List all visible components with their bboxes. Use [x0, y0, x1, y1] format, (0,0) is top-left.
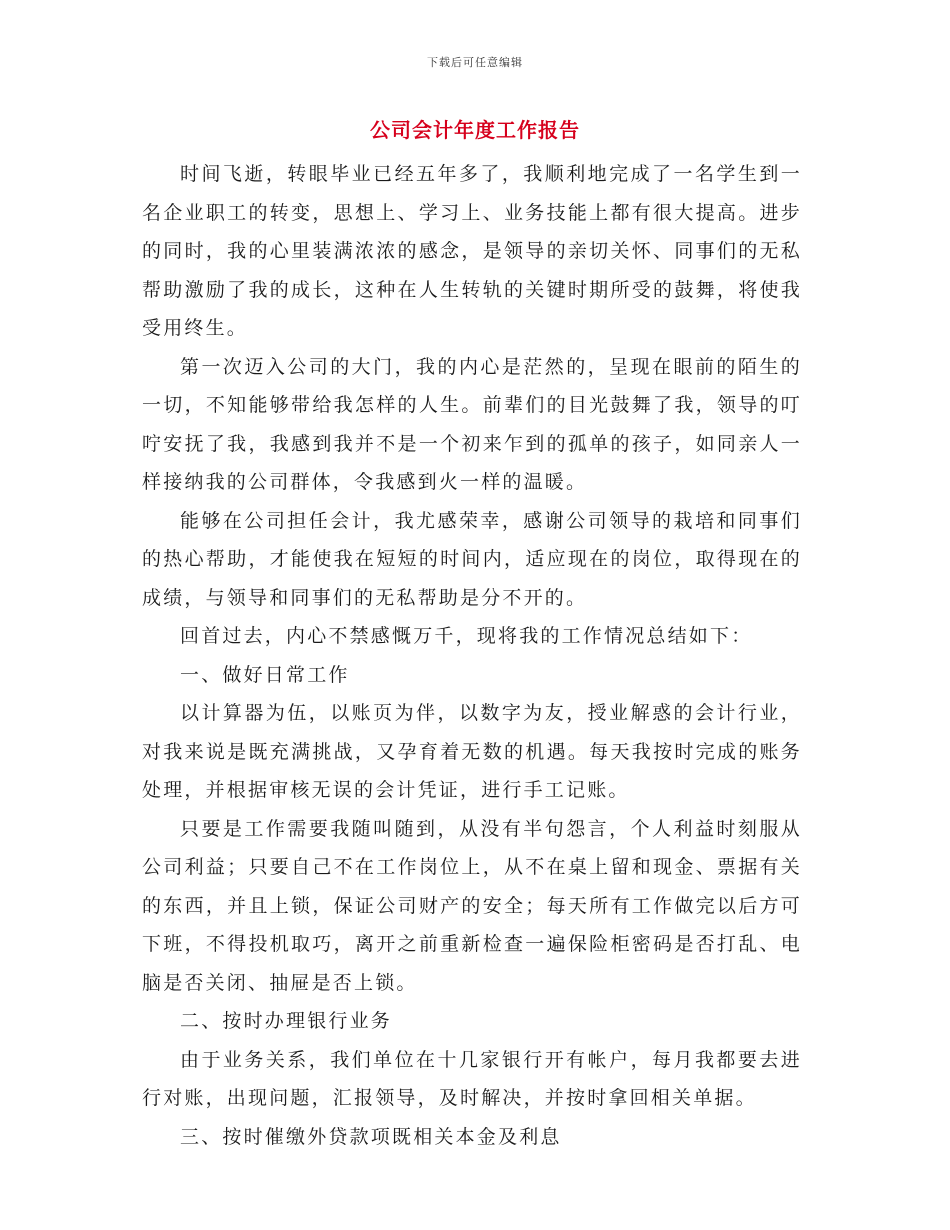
- document-title: 公司会计年度工作报告: [370, 118, 580, 142]
- paragraph: 回首过去，内心不禁感慨万千，现将我的工作情况总结如下：: [180, 625, 753, 647]
- paragraph: 只要是工作需要我随叫随到，从没有半句怨言，个人利益时刻服从公司利益；只要自己不在工作岗位上，从不在桌上留和现金、票据有关的东西，并且上锁，保证公司财产的安全；每天所有工作做完以后方可下班，不得投机取巧，离开之前重新检查一遍保险柜密码是否打乱、电脑是否关闭、抽屉是否上锁。: [142, 817, 802, 994]
- paragraph: 以计算器为伍，以账页为伴，以数字为友，授业解惑的会计行业，对我来说是既充满挑战，又孕育着无数的机遇。每天我按时完成的账务处理，并根据审核无误的会计凭证，进行手工记账。: [142, 702, 802, 801]
- section-heading: 三、按时催缴外贷款项既相关本金及利息: [180, 1125, 562, 1148]
- paragraph: 时间飞逝，转眼毕业已经五年多了，我顺利地完成了一名学生到一名企业职工的转变，思想上、学习上、业务技能上都有很大提高。进步的同时，我的心里装满浓浓的感念，是领导的亲切关怀、同事们的无私帮助激励了我的成长，这种在人生转轨的关键时期所受的鼓舞，将使我受用终生。: [142, 163, 802, 339]
- paragraph: 由于业务关系，我们单位在十几家银行开有帐户，每月我都要去进行对账，出现问题，汇报领导，及时解决，并按时拿回相关单据。: [142, 1048, 802, 1109]
- paragraph: 能够在公司担任会计，我尤感荣幸，感谢公司领导的栽培和同事们的热心帮助，才能使我在短短的时间内，适应现在的岗位，取得现在的成绩，与领导和同事们的无私帮助是分不开的。: [142, 509, 802, 609]
- paragraph: 第一次迈入公司的大门，我的内心是茫然的，呈现在眼前的陌生的一切，不知能够带给我怎样的人生。前辈们的目光鼓舞了我，领导的叮咛安抚了我，我感到我并不是一个初来乍到的孤单的孩子，如同亲人一样接纳我的公司群体，令我感到火一样的温暖。: [142, 355, 802, 493]
- section-heading: 二、按时办理银行业务: [180, 1010, 393, 1032]
- header-note: 下载后可任意编辑: [427, 56, 523, 69]
- document-body: [142, 155, 802, 1156]
- section-heading: 一、做好日常工作: [180, 663, 350, 686]
